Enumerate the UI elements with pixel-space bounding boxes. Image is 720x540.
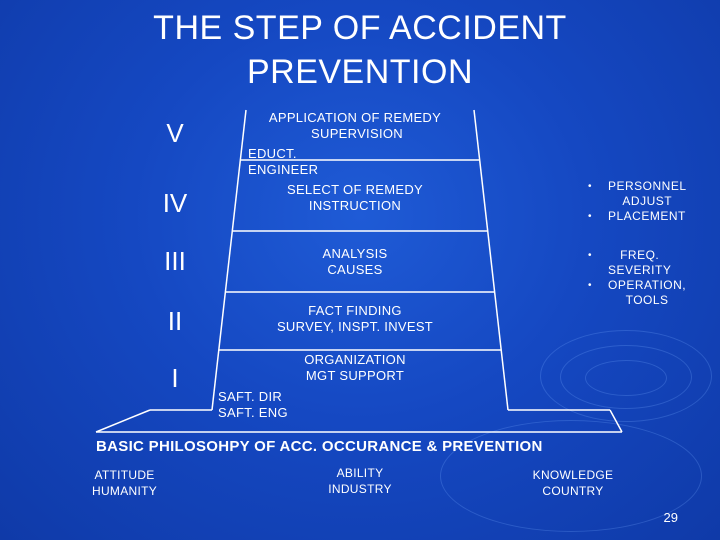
side-note-freq	[588, 248, 686, 278]
step-iii-line-2: CAUSES	[327, 262, 383, 277]
base-item-ability	[318, 465, 402, 497]
base-item-knowledge	[526, 467, 620, 499]
side-note-line: TOOLS	[625, 293, 669, 307]
level-numeral-ii: II	[167, 306, 183, 336]
step-i-line-3: SAFT. DIR	[218, 389, 283, 404]
step-i-line-1: ORGANIZATION	[304, 352, 406, 367]
side-note-line: OPERATION,	[608, 278, 687, 292]
step-v-text	[250, 110, 460, 142]
bullet-icon: •	[588, 211, 593, 222]
step-v-line-1: APPLICATION OF REMEDY	[268, 110, 442, 125]
base-item-attitude	[92, 467, 157, 499]
base-philosophy-title: BASIC PHILOSOHPY OF ACC. OCCURANCE & PREVENTION	[96, 438, 543, 455]
base-item-line: COUNTRY	[542, 484, 604, 498]
step-v-sub	[248, 146, 318, 178]
base-right-slant	[610, 410, 622, 432]
level-numeral-iv: IV	[162, 188, 188, 218]
page-number: 29	[663, 510, 678, 525]
step-iv-line-2: INSTRUCTION	[308, 198, 402, 213]
bullet-icon: •	[588, 250, 593, 261]
level-numeral-v: V	[166, 118, 184, 148]
level-numeral-i: I	[171, 363, 179, 393]
base-item-line: ATTITUDE	[94, 468, 155, 482]
base-item-line: KNOWLEDGE	[532, 468, 614, 482]
level-numeral-iii: III	[164, 246, 186, 276]
step-ii-line-2: SURVEY, INSPT. INVEST	[276, 319, 434, 334]
step-i-sub	[218, 389, 288, 421]
pyramid-left-edge	[212, 110, 246, 410]
pyramid-right-edge	[474, 110, 508, 410]
step-iv-text	[255, 182, 455, 214]
step-i-text	[255, 352, 455, 384]
step-v-line-3: EDUCT.	[248, 146, 297, 161]
side-note-personnel	[588, 179, 687, 209]
step-ii-line-1: FACT FINDING	[308, 303, 402, 318]
side-note-line: ADJUST	[622, 194, 673, 208]
side-note-line: PLACEMENT	[608, 209, 686, 223]
bullet-icon: •	[588, 181, 593, 192]
step-iv-line-1: SELECT OF REMEDY	[286, 182, 424, 197]
bullet-icon: •	[588, 280, 593, 291]
base-left-slant	[96, 410, 150, 432]
side-notes-group-1	[588, 179, 687, 224]
step-ii-text	[240, 303, 470, 335]
step-i-line-2: MGT SUPPORT	[305, 368, 405, 383]
slide-title-line-1: THE STEP OF ACCIDENT	[153, 9, 567, 47]
side-note-line: FREQ.	[620, 248, 660, 262]
side-note-line: PERSONNEL	[608, 179, 687, 193]
side-notes-group-2	[588, 248, 686, 308]
slide-title-line-2: PREVENTION	[246, 53, 474, 91]
step-iii-text	[255, 246, 455, 278]
step-iii-line-1: ANALYSIS	[322, 246, 388, 261]
side-note-placement	[588, 209, 687, 224]
base-item-line: HUMANITY	[92, 484, 158, 498]
step-i-line-4: SAFT. ENG	[218, 405, 288, 420]
side-note-line: SEVERITY	[608, 263, 672, 277]
step-v-line-4: ENGINEER	[248, 162, 319, 177]
base-item-line: ABILITY	[336, 466, 384, 480]
side-note-operation	[588, 278, 686, 308]
step-v-line-2: SUPERVISION	[311, 126, 403, 141]
base-item-line: INDUSTRY	[328, 482, 392, 496]
